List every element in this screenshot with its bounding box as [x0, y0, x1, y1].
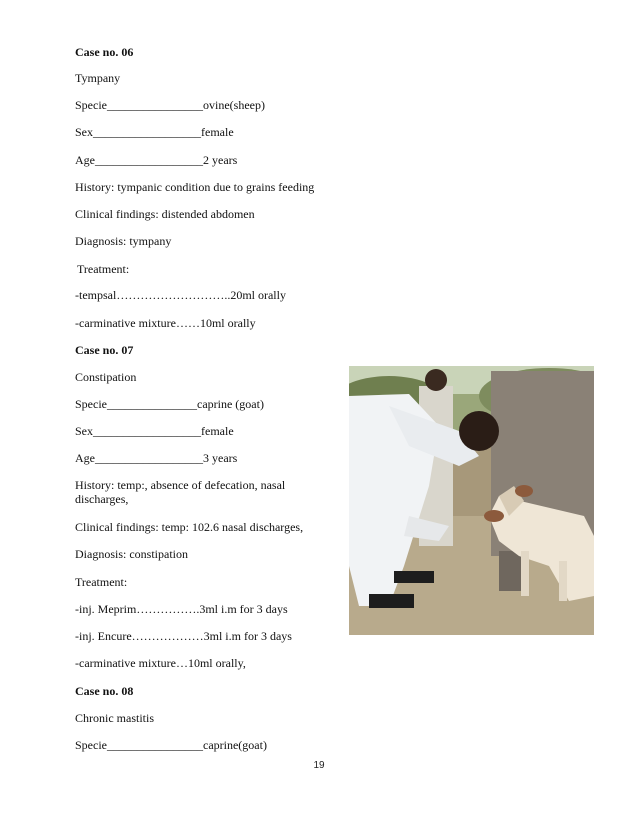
case-8-title: Chronic mastitis — [75, 711, 154, 725]
case-6-clinical-findings: Clinical findings: distended abdomen — [75, 207, 255, 221]
case-7-treatment-item: -carminative mixture…10ml orally, — [75, 656, 246, 670]
case-6-heading: Case no. 06 — [75, 45, 134, 59]
case-7-title: Constipation — [75, 370, 137, 384]
case-6-age: Age__________________2 years — [75, 153, 238, 167]
case-7-treatment-item: -inj. Meprim…………….3ml i.m for 3 days — [75, 602, 288, 616]
case-7-heading: Case no. 07 — [75, 343, 134, 357]
page-number: 19 — [313, 760, 325, 771]
case-7-specie: Specie_______________caprine (goat) — [75, 397, 264, 411]
goat-examination-illustration — [349, 366, 594, 635]
case-6-history: History: tympanic condition due to grains feeding — [75, 180, 315, 194]
goat-examination-photo — [349, 366, 594, 635]
case-6-diagnosis: Diagnosis: tympany — [75, 234, 172, 248]
case-6-treatment-item: -carminative mixture……10ml orally — [75, 316, 256, 330]
case-7-diagnosis: Diagnosis: constipation — [75, 547, 188, 561]
case-8-heading: Case no. 08 — [75, 684, 134, 698]
case-6-title: Tympany — [75, 71, 121, 85]
case-6-specie: Specie________________ovine(sheep) — [75, 98, 265, 112]
case-7-age: Age__________________3 years — [75, 451, 238, 465]
case-8-specie: Specie________________caprine(goat) — [75, 738, 267, 752]
case-7-treatment-item: -inj. Encure………………3ml i.m for 3 days — [75, 629, 292, 643]
case-6-treatment-item: -tempsal………………………..20ml orally — [75, 288, 286, 302]
case-7-history: History: temp:, absence of defecation, nasal discharges, — [75, 478, 286, 506]
case-6-sex: Sex__________________female — [75, 125, 234, 139]
case-7-clinical-findings: Clinical findings: temp: 102.6 nasal discharges, — [75, 520, 304, 534]
case-6-treatment-label: Treatment: — [77, 262, 130, 276]
case-7-sex: Sex__________________female — [75, 424, 234, 438]
case-7-treatment-label: Treatment: — [75, 575, 128, 589]
